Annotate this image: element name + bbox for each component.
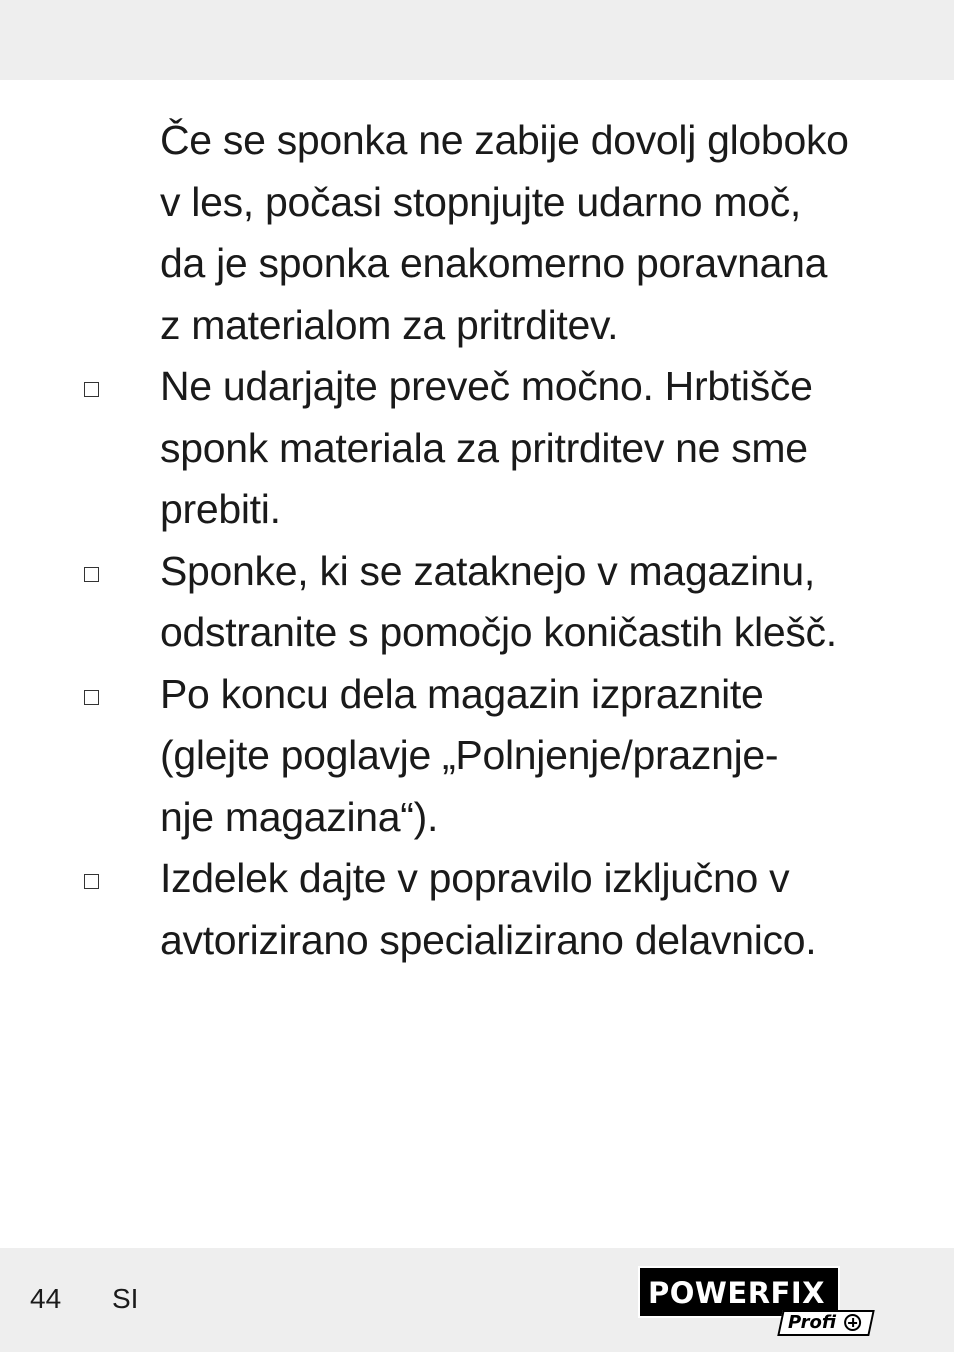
text-line: da je sponka enakomerno poravnana (160, 240, 828, 286)
list-item-4 (0, 848, 890, 971)
text-line: sponk materiala za pritrditev ne sme (160, 424, 808, 471)
registered-mark: ® (828, 1269, 835, 1279)
text-line: Po koncu dela magazin izpraznite (160, 670, 764, 717)
powerfix-logo (638, 1266, 874, 1338)
list-item-1 (0, 356, 890, 541)
checkbox-bullet-icon (84, 382, 99, 397)
text-line: z materialom za pritrditev. (160, 301, 619, 348)
logo-profi-box (777, 1310, 875, 1336)
text-line: Sponke, ki se zataknejo v magazinu, (160, 547, 815, 594)
text-line: prebiti. (160, 486, 281, 532)
logo-brand-text: POWERFIX (648, 1276, 825, 1310)
checkbox-bullet-icon (84, 690, 99, 705)
language-code: SI (112, 1283, 139, 1314)
list-item-0 (0, 110, 890, 356)
checkbox-bullet-icon (84, 874, 99, 889)
header-band (0, 0, 954, 80)
list-item-2 (0, 541, 890, 664)
text-line: v les, počasi stopnjujte udarno moč, (160, 178, 801, 225)
logo-sub-text: Profi (788, 1312, 837, 1333)
page-number: 44 (30, 1283, 62, 1314)
list-item-3 (0, 664, 890, 849)
text-line: avtorizirano specializirano delavnico. (160, 916, 817, 963)
text-line: (glejte poglavje „Polnjenje/praznje- (160, 732, 779, 778)
plus-circle-icon (844, 1314, 861, 1331)
text-line: Če se sponka ne zabije dovolj globoko (160, 117, 849, 163)
text-line: nje magazina“). (160, 793, 439, 840)
text-line: Izdelek dajte v popravilo izključno v (160, 855, 790, 901)
instruction-list (0, 110, 954, 971)
checkbox-bullet-icon (84, 567, 99, 582)
text-line: odstranite s pomočjo koničastih klešč. (160, 609, 837, 655)
text-line: Ne udarjajte preveč močno. Hrbtišče (160, 363, 813, 409)
